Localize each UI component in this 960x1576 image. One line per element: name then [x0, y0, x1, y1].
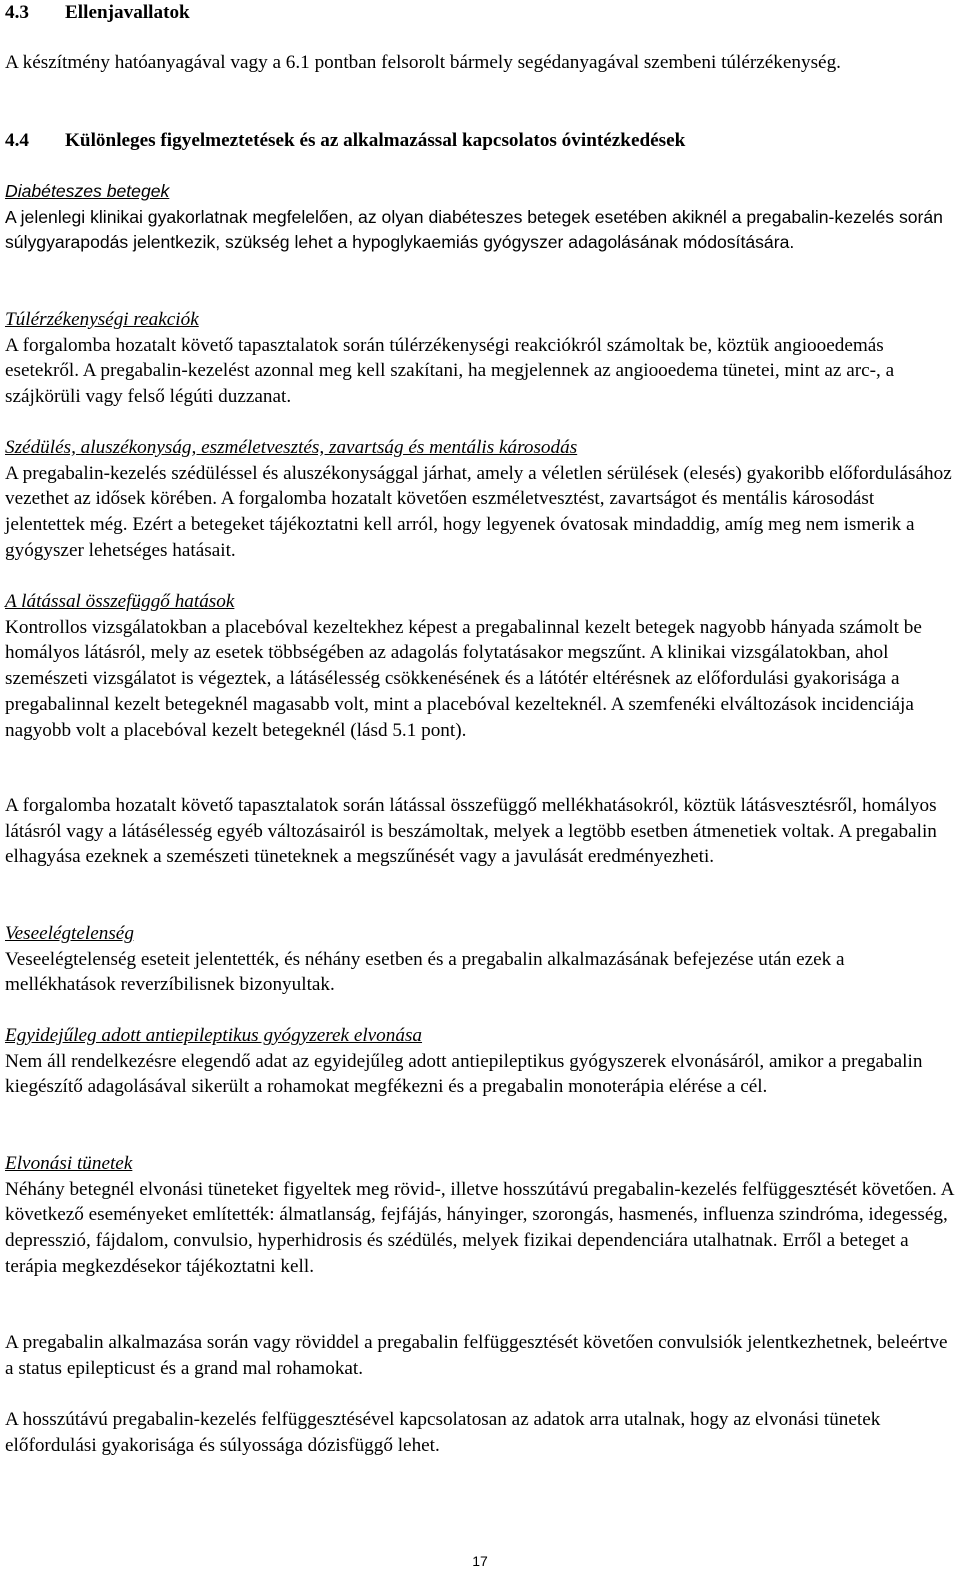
- section-title: Különleges figyelmeztetések és az alkalmazással kapcsolatos óvintézkedések: [65, 130, 686, 151]
- section-number: 4.4: [5, 130, 29, 151]
- contraindications-paragraph: [5, 50, 955, 76]
- subsection-title: Diabéteszes betegek: [5, 181, 170, 201]
- section-4-3-heading: [5, 0, 955, 26]
- subsection-title: Egyidejűleg adott antiepileptikus gyógyzerek elvonása: [5, 1025, 423, 1046]
- paragraph-text: A hosszútávú pregabalin-kezelés felfüggesztésével kapcsolatosan az adatok arra utalnak, hogy az elvonási tünetek előfordulási gyakorisága és súlyossága dózisfüggő lehet.: [5, 1409, 881, 1456]
- renal-section: [5, 921, 955, 998]
- paragraph-text: Nem áll rendelkezésre elegendő adat az egyidejűleg adott antiepileptikus gyógyszerek elvonásáról, amikor a pregabalin kiegészítő adagolásával sikerült a rohamokat megfékezni és a pregabalin monoterápia elérése a cél.: [5, 1050, 923, 1098]
- section-4-4-heading: [5, 128, 955, 154]
- withdrawal-convulsions-paragraph: [5, 1330, 955, 1381]
- subsection-title: Elvonási tünetek: [5, 1153, 133, 1174]
- paragraph-text: A pregabalin alkalmazása során vagy röviddel a pregabalin felfüggesztését követően convulsiók jelentkezhetnek, beleértve a status epilepticust és a grand mal rohamokat.: [5, 1332, 948, 1379]
- paragraph-text: Kontrollos vizsgálatokban a placebóval kezeltekhez képest a pregabalinnal kezelt betegek nagyobb hányada számolt be homályos látásról, mely az esetek többségében az adagolás folytatásakor megszűnt. A klinikai vizsgálatokban, ahol szemészeti vizsgálatot is végeztek, a látásélesség csökkenésének és a látótér eltérésnek az előfordulási gyakorisága a pregabalinnal kezelt betegeknél magasabb volt, mint a placebóval kezelteknél. A szemfenéki elváltozások incidenciája nagyobb volt a placebóval kezelt betegeknél (lásd 5.1 pont).: [5, 616, 922, 741]
- paragraph-text: A jelenlegi klinikai gyakorlatnak megfelelően, az olyan diabéteszes betegek esetében akiknél a pregabalin-kezelés során súlygyarapodás jelentkezik, szükség lehet a hypoglykaemiás gyógyszer adagolásának módosítására.: [5, 206, 943, 253]
- vision-section: [5, 589, 955, 743]
- vision-postmarketing-paragraph: [5, 793, 955, 870]
- subsection-title: Túlérzékenységi reakciók: [5, 309, 199, 330]
- paragraph-text: A forgalomba hozatalt követő tapasztalatok során látással összefüggő mellékhatásokról, köztük látásvesztésről, homályos látásról vagy a látásélesség egyéb változásairól is beszámoltak, melyek a legtöbb esetben átmenetiek voltak. A pregabalin elhagyása ezeknek a szemészeti tüneteknek a megszűnését vagy a javulását eredményezheti.: [5, 795, 937, 868]
- paragraph-text: A készítmény hatóanyagával vagy a 6.1 pontban felsorolt bármely segédanyagával szembeni túlérzékenység.: [5, 52, 841, 73]
- dizziness-section: [5, 435, 955, 564]
- page-number: 17: [472, 1553, 488, 1569]
- section-title: Ellenjavallatok: [65, 2, 190, 23]
- paragraph-text: A pregabalin-kezelés szédüléssel és aluszékonysággal járhat, amely a véletlen sérülések (elesés) gyakoribb előfordulásához vezethet az idősek körében. A forgalomba hozatalt követően eszméletvesztést, zavartságot és mentális károsodást jelentettek még. Ezért a betegeket tájékoztatni kell arról, hogy legyenek óvatosak mindaddig, amíg meg nem ismerik a gyógyszer lehetséges hatásait.: [5, 462, 952, 561]
- paragraph-text: Néhány betegnél elvonási tüneteket figyeltek meg rövid-, illetve hosszútávú pregabalin-kezelés felfüggesztését követően. A következő eseményeket említették: álmatlanság, fejfájás, hányinger, szorongás, hasmenés, influenza szindróma, idegesség, depresszió, fájdalom, convulsio, hyperhidrosis és szédülés, melyek fizikai dependenciára utalhatnak. Erről a beteget a terápia megkezdésekor tájékoztatni kell.: [5, 1178, 954, 1277]
- withdrawal-dose-paragraph: [5, 1407, 955, 1458]
- diabetes-section: [5, 179, 955, 256]
- subsection-title: A látással összefüggő hatások: [5, 591, 235, 612]
- hypersensitivity-section: [5, 307, 955, 410]
- subsection-title: Veseelégtelenség: [5, 923, 134, 944]
- subsection-title: Szédülés, aluszékonyság, eszméletvesztés, zavartság és mentális károsodás: [5, 437, 578, 458]
- paragraph-text: Veseelégtelenség eseteit jelentették, és néhány esetben és a pregabalin alkalmazásának befejezése után ezek a mellékhatások reverzíbilisnek bizonyultak.: [5, 948, 845, 996]
- withdrawal-section: [5, 1151, 955, 1280]
- antiepileptic-section: [5, 1023, 955, 1100]
- paragraph-text: A forgalomba hozatalt követő tapasztalatok során túlérzékenységi reakciókról számoltak be, köztük angiooedemás esetekről. A pregabalin-kezelést azonnal meg kell szakítani, ha megjelennek az angiooedema tünetei, mint az arc-, a szájkörüli vagy felső légúti duzzanat.: [5, 334, 895, 408]
- section-number: 4.3: [5, 2, 29, 23]
